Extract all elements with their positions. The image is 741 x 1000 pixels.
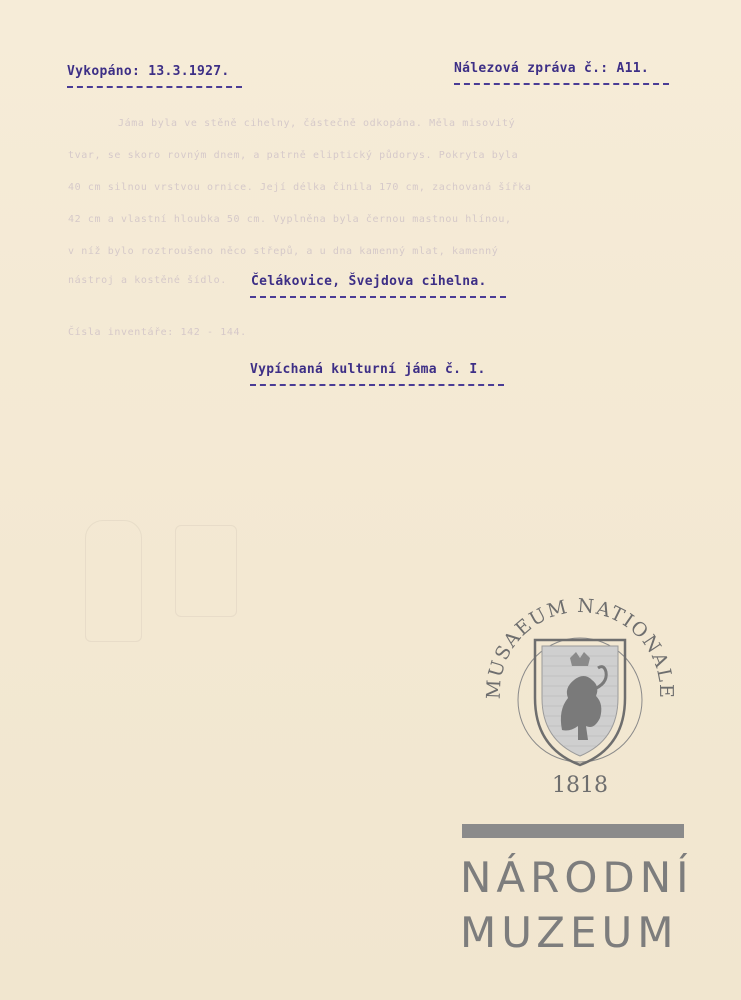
seal-text: MUSAEUM NATIONALE: [482, 594, 678, 700]
site-underline: [250, 296, 506, 298]
museum-seal-icon: [480, 580, 680, 800]
bleed-line: 40 cm silnou vrstvou ornice. Její délka činila 170 cm, zachovaná šířka: [68, 182, 532, 193]
museum-name-line2: MUZEUM: [460, 908, 679, 957]
feature-title: Vypíchaná kulturní jáma č. I.: [250, 362, 486, 377]
feature-underline: [250, 384, 504, 386]
museum-name-line1: NÁRODNÍ: [460, 853, 694, 902]
report-number: Nálezová zpráva č.: A11.: [454, 61, 650, 76]
museum-divider: [462, 824, 684, 838]
sketch-ghost: [175, 525, 237, 617]
date-underline: [67, 86, 242, 88]
report-underline: [454, 83, 669, 85]
bleed-line: Jáma byla ve stěně cihelny, částečně odkopána. Měla misovitý: [118, 118, 516, 129]
sketch-ghost: [85, 520, 142, 642]
seal-year: 1818: [552, 773, 608, 798]
bleed-line: v níž bylo roztroušeno něco střepů, a u dna kamenný mlat, kamenný: [68, 246, 499, 257]
bleed-line: 42 cm a vlastní hloubka 50 cm. Vyplněna byla černou mastnou hlínou,: [68, 214, 512, 225]
bleed-line: tvar, se skoro rovným dnem, a patrně eliptický půdorys. Pokryta byla: [68, 150, 519, 161]
site-location: Čelákovice, Švejdova cihelna.: [251, 274, 487, 289]
bleed-line: nástroj a kostěné šídlo.: [68, 275, 227, 286]
bleed-line: Čísla inventáře: 142 - 144.: [68, 327, 247, 338]
excavation-date: Vykopáno: 13.3.1927.: [67, 64, 230, 79]
